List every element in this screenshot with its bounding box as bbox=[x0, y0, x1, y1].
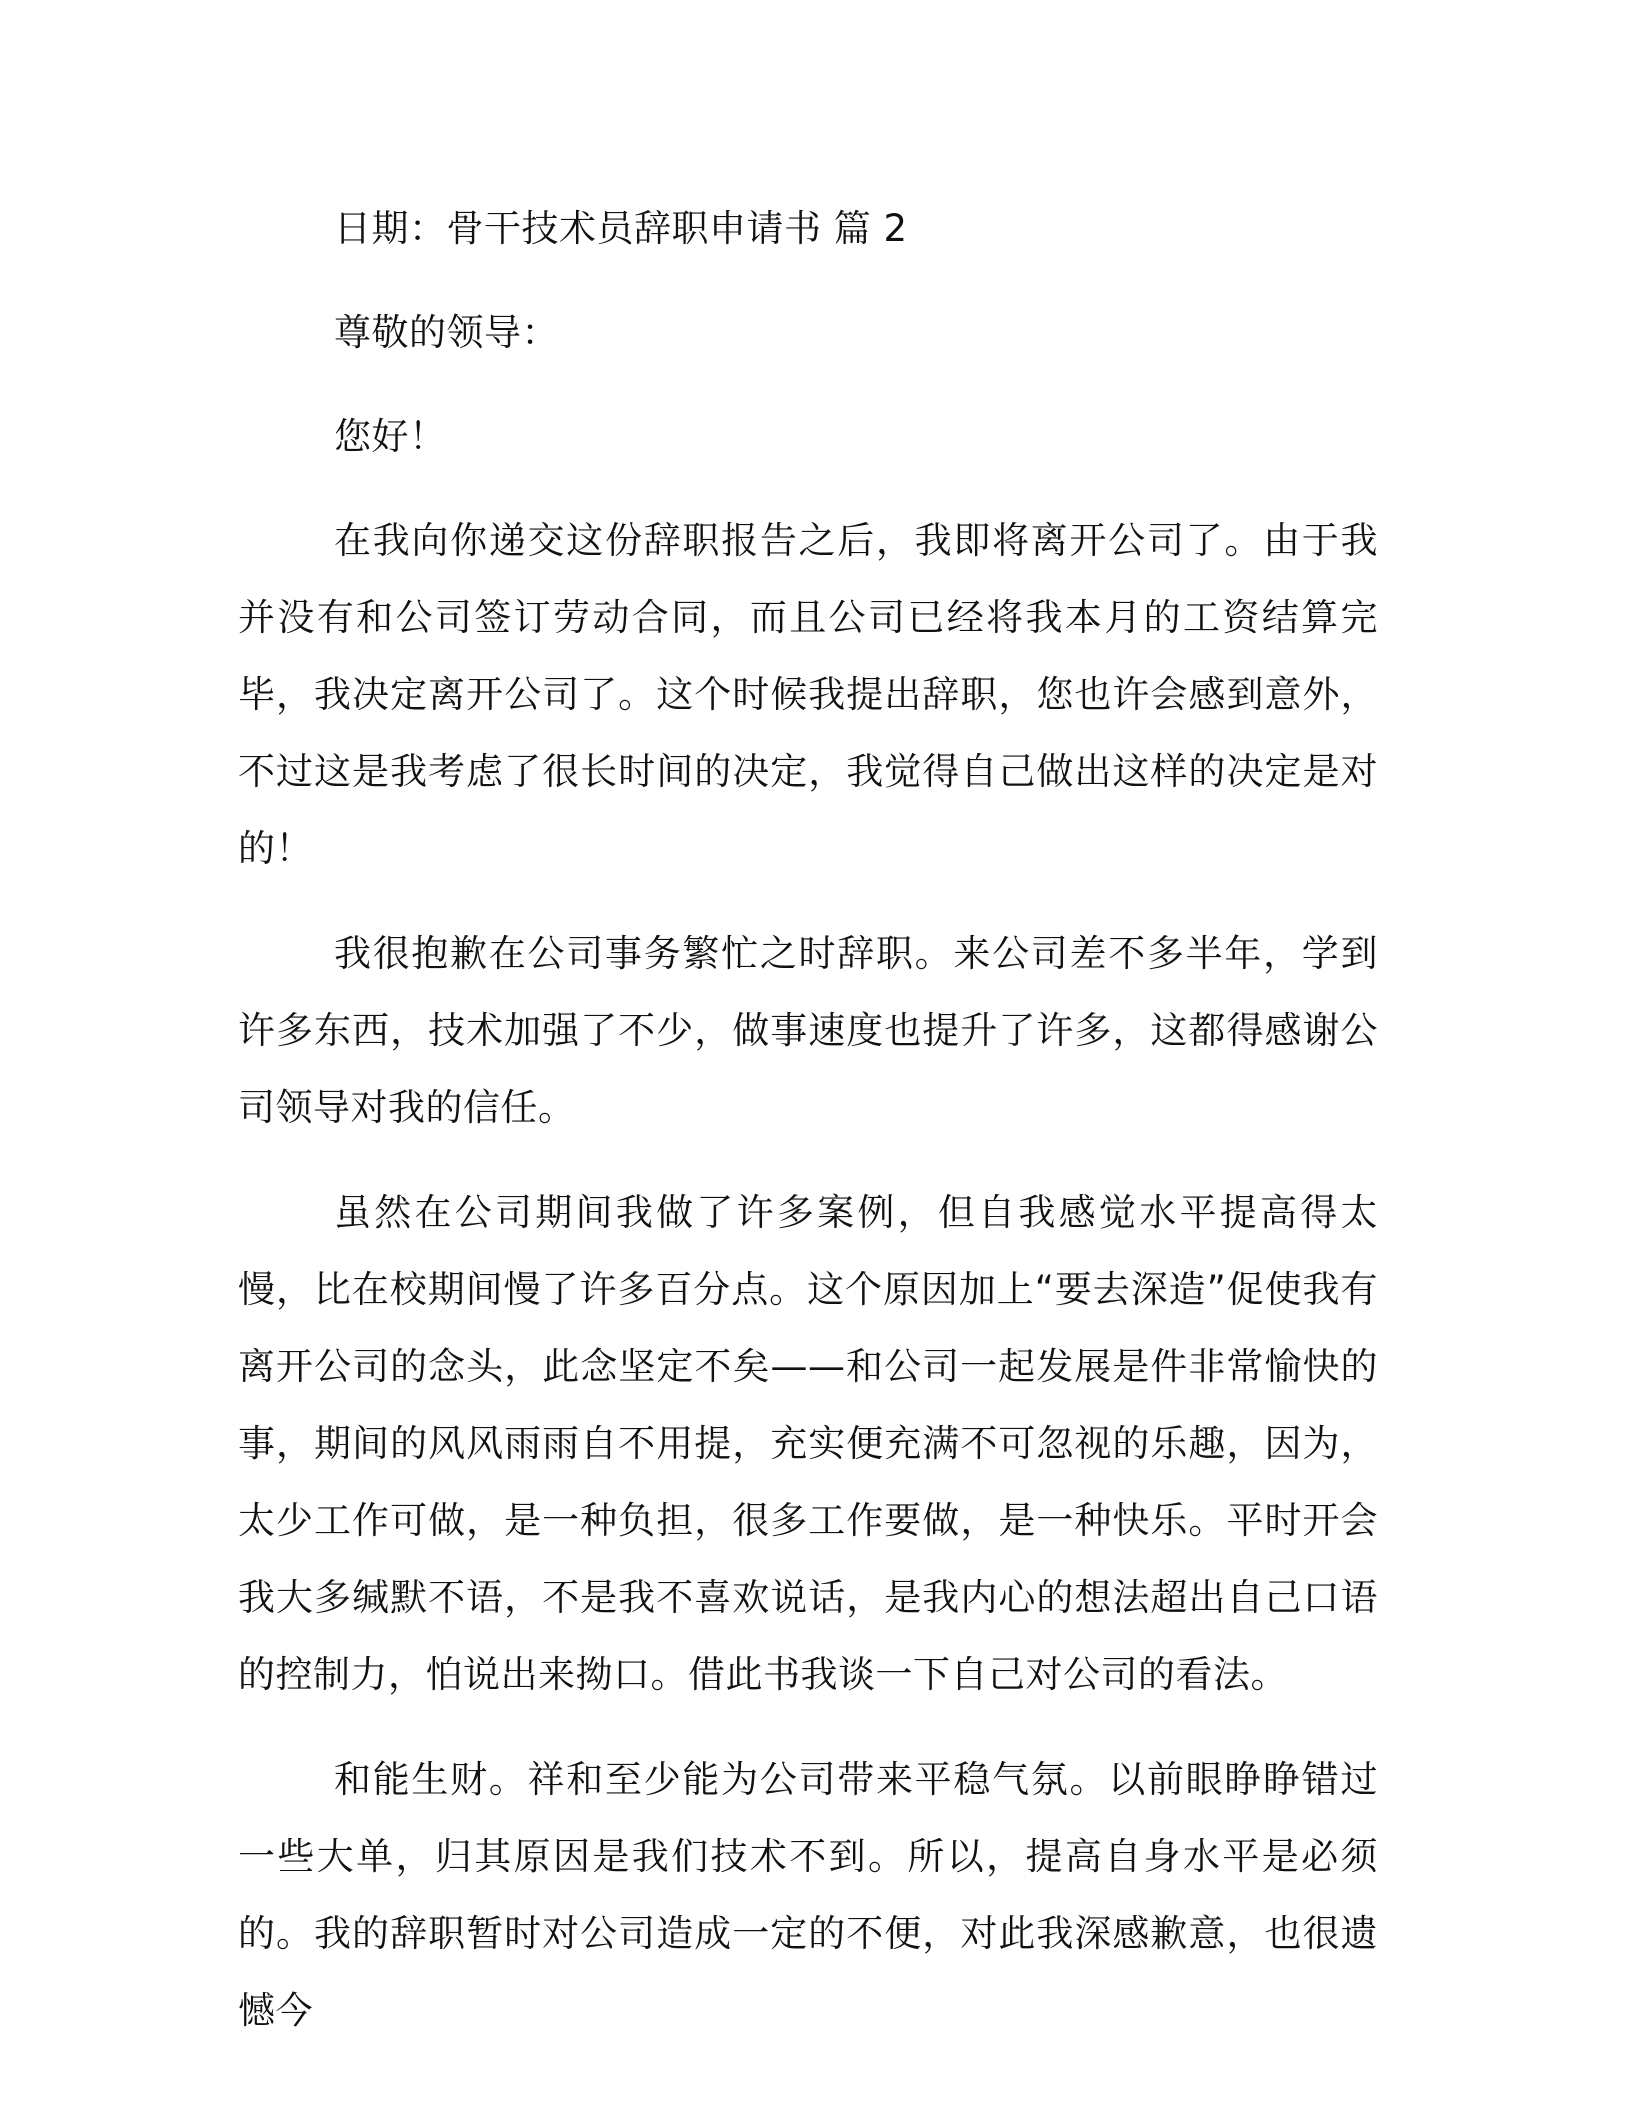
greeting: 您好！ bbox=[334, 415, 447, 458]
body-paragraph-1: 在我向你递交这份辞职报告之后，我即将离开公司了。由于我并没有和公司签订劳动合同，而且公司已经将我本月的工资结算完毕，我决定离开公司了。这个时候我提出辞职，您也许会感到意外，不过这是我考虑了很长时间的决定，我觉得自己做出这样的决定是对的！ bbox=[238, 519, 1378, 870]
body-paragraph-3: 虽然在公司期间我做了许多案例，但自我感觉水平提高得太慢，比在校期间慢了许多百分点。这个原因加上“要去深造”促使我有离开公司的念头，此念坚定不矣——和公司一起发展是件非常愉快的事，期间的风风雨雨自不用提，充实便充满不可忽视的乐趣，因为，太少工作可做，是一种负担，很多工作要做，是一种快乐。平时开会我大多缄默不语，不是我不喜欢说话，是我内心的想法超出自己口语的控制力，怕说出来拗口。借此书我谈一下自己对公司的看法。 bbox=[238, 1191, 1378, 1696]
date-line: 日期：骨干技术员辞职申请书 篇 2 bbox=[334, 207, 908, 250]
salutation: 尊敬的领导： bbox=[334, 311, 559, 354]
body-paragraph-2: 我很抱歉在公司事务繁忙之时辞职。来公司差不多半年，学到许多东西，技术加强了不少，做事速度也提升了许多，这都得感谢公司领导对我的信任。 bbox=[238, 932, 1378, 1129]
document-body bbox=[238, 190, 1378, 2077]
body-paragraph-4: 和能生财。祥和至少能为公司带来平稳气氛。以前眼睁睁错过一些大单，归其原因是我们技术不到。所以，提高自身水平是必须的。我的辞职暂时对公司造成一定的不便，对此我深感歉意，也很遗憾今 bbox=[238, 1758, 1378, 2032]
